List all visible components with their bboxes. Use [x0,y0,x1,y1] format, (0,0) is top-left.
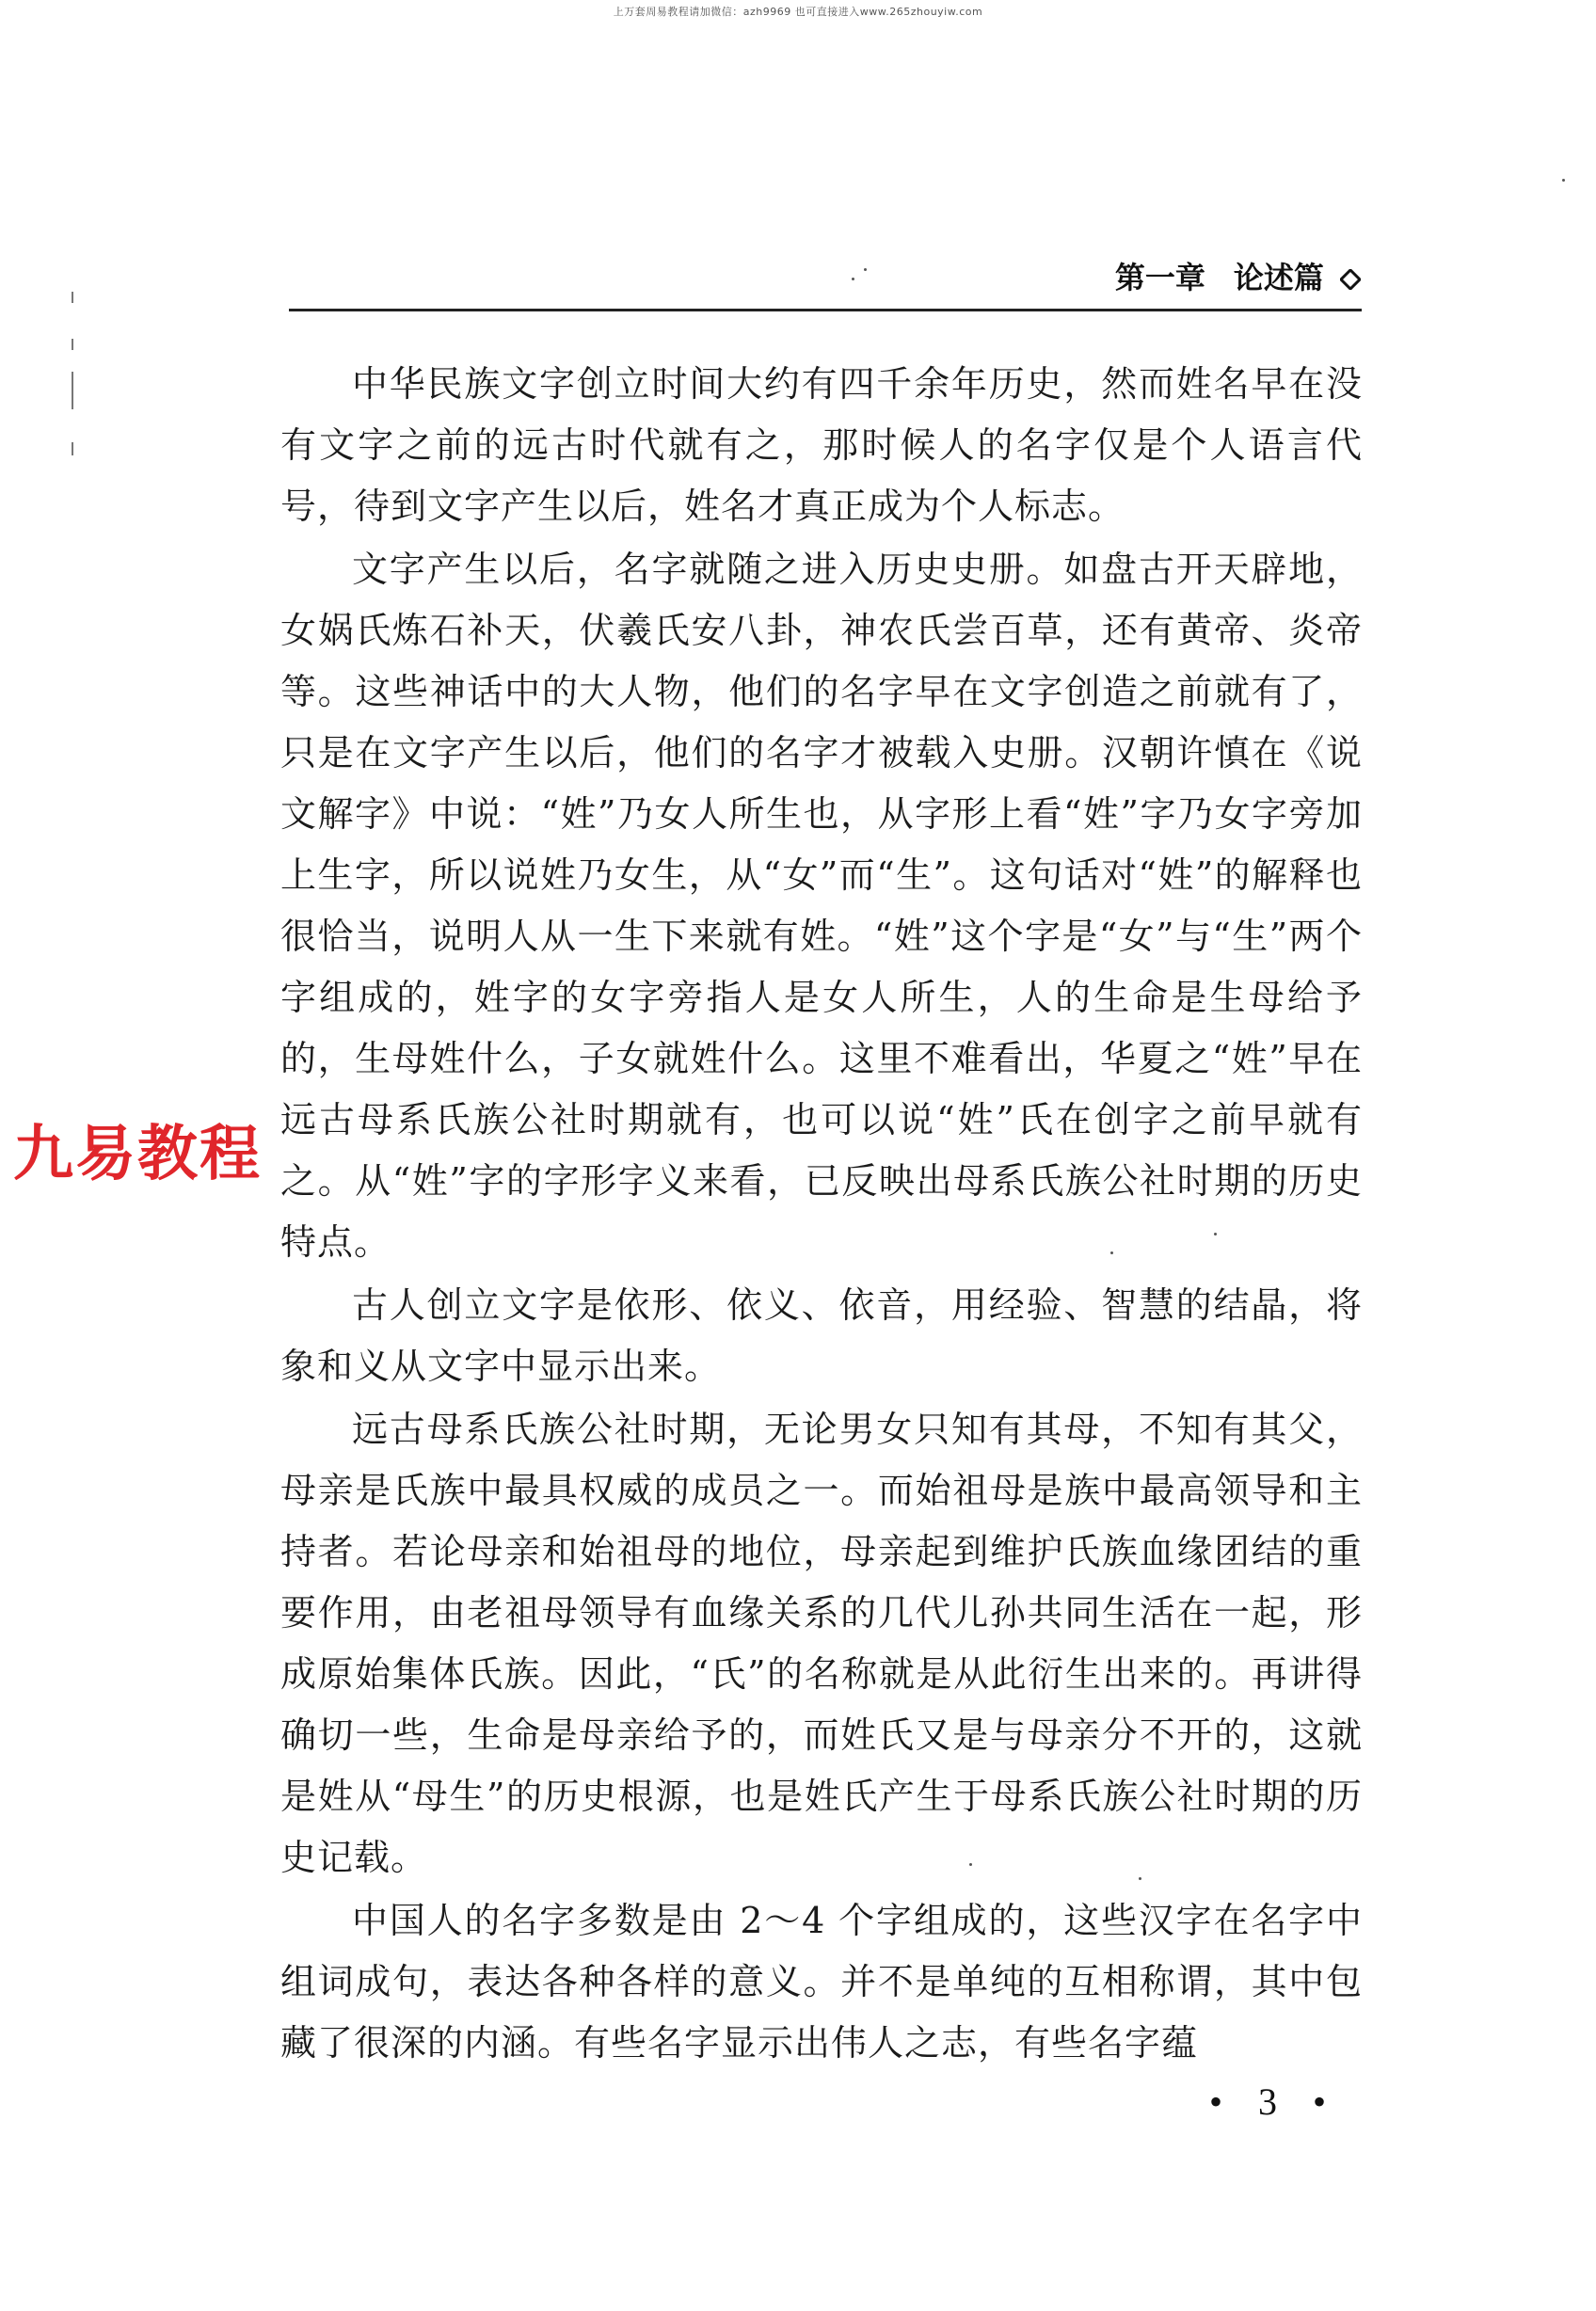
header-rule [289,309,1362,311]
paragraph: 文字产生以后，名字就随之进入历史史册。如盘古开天辟地，女娲氏炼石补天，伏羲氏安八卦，神农氏尝百草，还有黄帝、炎帝等。这些神话中的大人物，他们的名字早在文字创造之前就有了，只是在文字产生以后，他们的名字才被载入史册。汉朝许慎在《说文解字》中说：“姓”乃女人所生也，从字形上看“姓”字乃女字旁加上生字，所以说姓乃女生，从“女”而“生”。这句话对“姓”的解释也很恰当，说明人从一生下来就有姓。“姓”这个字是“女”与“生”两个字组成的，姓字的女字旁指人是女人所生，人的生命是生母给予的，生母姓什么，子女就姓什么。这里不难看出，华夏之“姓”早在远古母系氏族公社时期就有，也可以说“姓”氏在创字之前早就有之。从“姓”字的字形字义来看，已反映出母系氏族公社时期的历史特点。 [280,549,1363,1263]
scan-speck [1139,1877,1141,1880]
margin-tick [72,339,73,350]
side-watermark: 九易教程 [13,1120,262,1189]
paragraph: 古人创立文字是依形、依义、依音，用经验、智慧的结晶，将象和义从文字中显示出来。 [280,1284,1363,1387]
section-title: 论述篇 [1233,260,1324,295]
page-number: • 3 • [1209,2080,1340,2123]
paragraph: 中国人的名字多数是由 2～4 个字组成的，这些汉字在名字中组词成句，表达各种各样的意义。并不是单纯的互相称谓，其中包藏了很深的内涵。有些名字显示出伟人之志，有些名字蕴 [280,1900,1363,2064]
scan-speck [969,1863,972,1866]
scan-speck [1562,179,1565,182]
scan-speck [1214,1233,1217,1235]
paragraph: 中华民族文字创立时间大约有四千余年历史，然而姓名早在没有文字之前的远古时代就有之，那时候人的名字仅是个人语言代号，待到文字产生以后，姓名才真正成为个人标志。 [280,363,1363,527]
scan-speck [1110,1251,1113,1254]
margin-tick [72,372,73,409]
diamond-icon [1340,269,1361,290]
body-text [280,354,1363,2074]
top-watermark: 上万套周易教程请加微信：azh9969 也可直接进入www.265zhouyiw.com [613,6,983,18]
running-head [1115,254,1361,297]
paragraph: 远古母系氏族公社时期，无论男女只知有其母，不知有其父，母亲是氏族中最具权威的成员之一。而始祖母是族中最高领导和主持者。若论母亲和始祖母的地位，母亲起到维护氏族血缘团结的重要作用，由老祖母领导有血缘关系的几代儿孙共同生活在一起，形成原始集体氏族。因此，“氏”的名称就是从此衍生出来的。再讲得确切一些，生命是母亲给予的，而姓氏又是与母亲分不开的，这就是姓从“母生”的历史根源，也是姓氏产生于母系氏族公社时期的历史记载。 [280,1409,1363,1878]
section-label [1234,254,1361,297]
margin-tick [72,292,73,303]
scan-speck [864,268,867,271]
chapter-label: 第一章 [1114,260,1205,295]
margin-tick [72,442,73,455]
scan-speck [852,278,854,280]
